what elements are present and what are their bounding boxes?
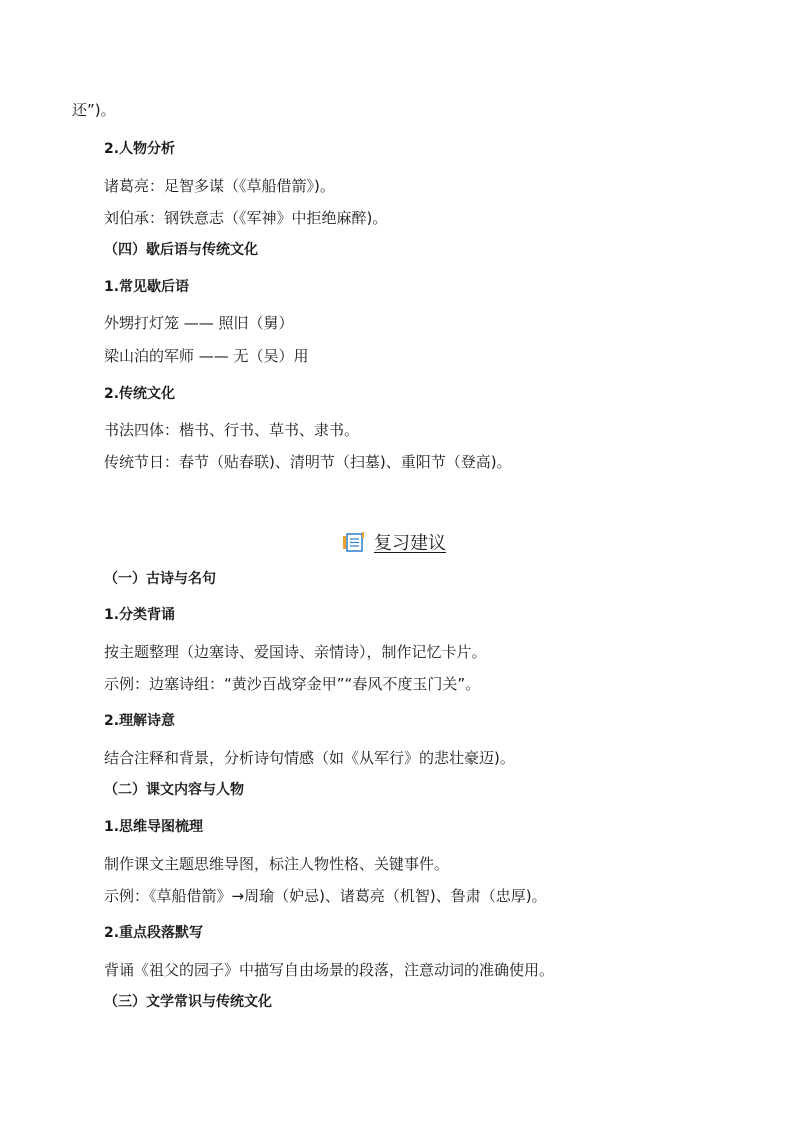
notebook-icon bbox=[342, 531, 366, 553]
subheading: 1.常见歇后语 bbox=[104, 279, 190, 295]
section-title bbox=[342, 529, 446, 555]
body-text: 背诵《祖父的园子》中描写自由场景的段落，注意动词的准确使用。 bbox=[104, 961, 555, 979]
section-title-text: 复习建议 bbox=[374, 533, 446, 554]
subheading: 1.分类背诵 bbox=[104, 607, 176, 623]
section-subheading: （三）文学常识与传统文化 bbox=[104, 994, 272, 1010]
body-text: 还”)。 bbox=[72, 101, 116, 119]
body-text: 制作课文主题思维导图，标注人物性格、关键事件。 bbox=[104, 855, 450, 873]
body-text: 传统节日：春节（贴春联)、清明节（扫墓)、重阳节（登高)。 bbox=[104, 453, 512, 471]
body-text: 示例：边塞诗组：“黄沙百战穿金甲”“春风不度玉门关”。 bbox=[104, 675, 481, 693]
body-text: 结合注释和背景，分析诗句情感（如《从军行》的悲壮豪迈)。 bbox=[104, 749, 515, 767]
subheading: 2.重点段落默写 bbox=[104, 925, 204, 941]
subheading: 2.理解诗意 bbox=[104, 713, 176, 729]
body-text: 诸葛亮：足智多谋（《草船借箭》)。 bbox=[104, 177, 335, 195]
body-text: 示例：《草船借箭》→周瑜（妒忌)、诸葛亮（机智)、鲁肃（忠厚)。 bbox=[104, 887, 547, 905]
subheading: 2.传统文化 bbox=[104, 386, 176, 402]
section-subheading: （一）古诗与名句 bbox=[104, 571, 216, 587]
subheading: 1.思维导图梳理 bbox=[104, 819, 204, 835]
body-text: 梁山泊的军师 —— 无（吴）用 bbox=[104, 347, 309, 365]
section-subheading: （四）歇后语与传统文化 bbox=[104, 242, 258, 258]
body-text: 按主题整理（边塞诗、爱国诗、亲情诗），制作记忆卡片。 bbox=[104, 643, 487, 661]
subheading: 2.人物分析 bbox=[104, 141, 176, 157]
body-text: 刘伯承：钢铁意志（《军神》中拒绝麻醉)。 bbox=[104, 209, 388, 227]
section-subheading: （二）课文内容与人物 bbox=[104, 782, 244, 798]
body-text: 书法四体：楷书、行书、草书、隶书。 bbox=[104, 421, 360, 439]
body-text: 外甥打灯笼 —— 照旧（舅） bbox=[104, 314, 294, 332]
